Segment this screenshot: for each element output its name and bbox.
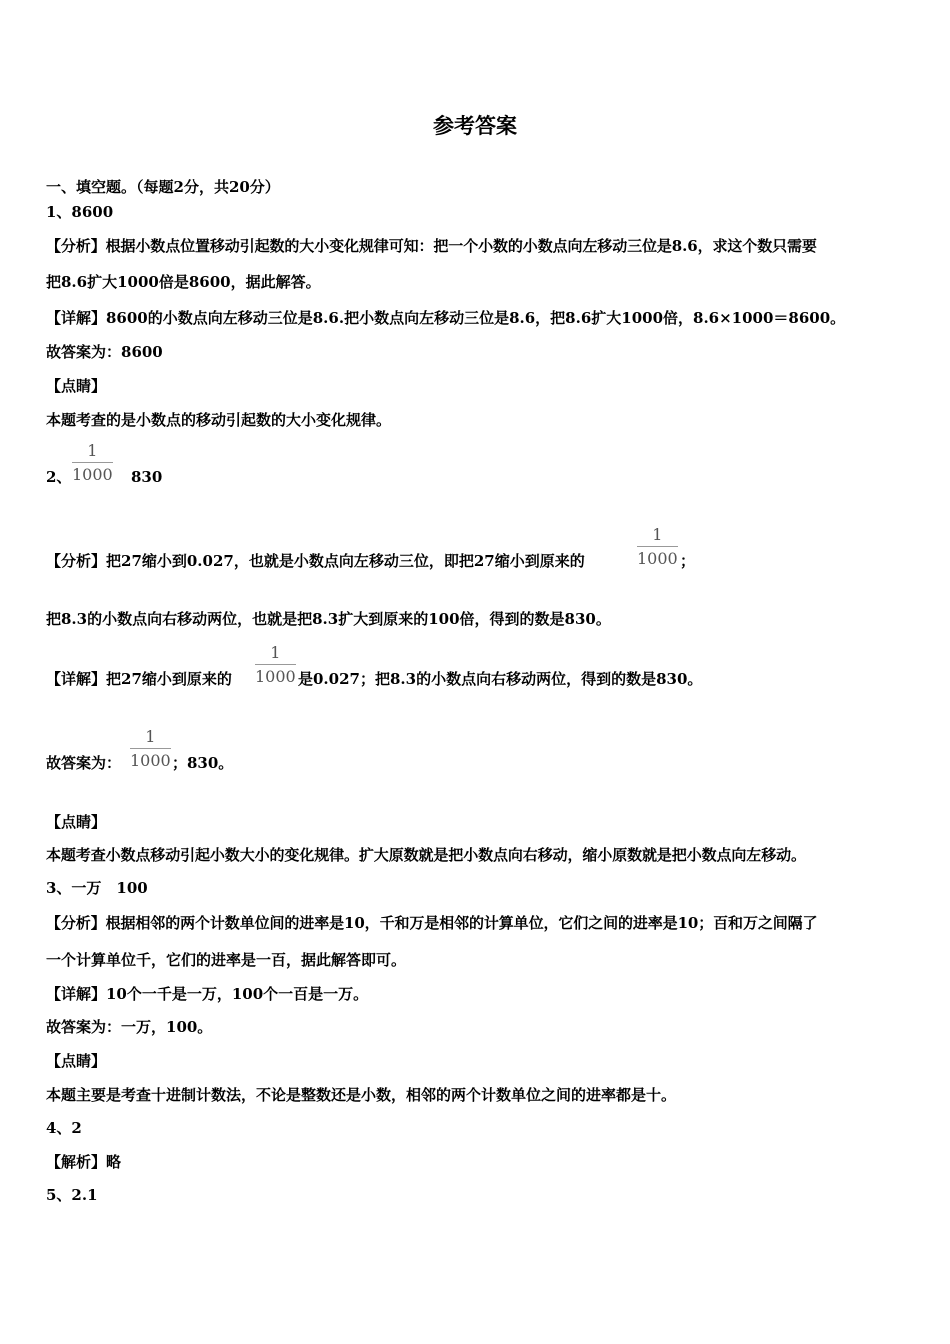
q4-analysis: 【解析】略 [46,1153,122,1171]
q5-label: 5、2.1 [46,1186,98,1204]
q1-comment: 本题考查的是小数点的移动引起数的大小变化规律。 [46,411,392,429]
q3-analysis-line2: 一个计算单位千，它们的进率是一百，据此解答即可。 [46,951,407,969]
fraction-numerator: 1 [72,442,113,463]
q1-analysis-line1: 【分析】根据小数点位置移动引起数的大小变化规律可知：把一个小数的小数点向左移动三位是8.6，求这个数只需要 [46,237,817,255]
q3-comment-title: 【点睛】 [46,1052,107,1070]
q2-answer-end: ；830。 [172,754,234,772]
fraction-numerator: 1 [255,644,296,665]
q1-detail: 【详解】8600的小数点向左移动三位是8.6.把小数点向左移动三位是8.6，把8.6扩大1000倍，8.6×1000＝8600。 [46,309,846,327]
q1-analysis-line2: 把8.6扩大1000倍是8600，据此解答。 [46,273,321,291]
q2-analysis-line1: 【分析】把27缩小到0.027，也就是小数点向左移动三位，即把27缩小到原来的 [46,552,585,570]
q2-fraction [72,442,113,484]
q3-label: 3、一万 100 [46,879,148,897]
q2-answer-fraction [130,728,171,770]
q2-value: 830 [131,468,163,486]
fraction-denominator: 1000 [72,465,113,484]
q2-comment-title: 【点睛】 [46,813,107,831]
q1-answer: 故答案为：8600 [46,343,163,361]
q2-analysis-end: ； [680,552,696,570]
fraction-denominator: 1000 [637,549,678,568]
q2-detail-end: 是0.027；把8.3的小数点向右移动两位，得到的数是830。 [298,670,703,688]
q3-comment: 本题主要是考查十进制计数法，不论是整数还是小数，相邻的两个计数单位之间的进率都是十。 [46,1086,677,1104]
q2-label: 2、 [46,468,72,486]
q2-detail-fraction [255,644,296,686]
q4-label: 4、2 [46,1119,82,1137]
q3-detail: 【详解】10个一千是一万，100个一百是一万。 [46,985,369,1003]
q2-analysis-line2: 把8.3的小数点向右移动两位，也就是把8.3扩大到原来的100倍，得到的数是830。 [46,610,611,628]
q1-label: 1、8600 [46,203,114,221]
section-heading: 一、填空题。（每题2分，共20分） [46,178,280,196]
q2-detail-start: 【详解】把27缩小到原来的 [46,670,232,688]
fraction-numerator: 1 [637,526,678,547]
q3-analysis-line1: 【分析】根据相邻的两个计数单位间的进率是10，千和万是相邻的计算单位，它们之间的进率是10；百和万之间隔了 [46,914,818,932]
q2-comment: 本题考查小数点移动引起小数大小的变化规律。扩大原数就是把小数点向右移动，缩小原数就是把小数点向左移动。 [46,846,806,864]
fraction-denominator: 1000 [130,751,171,770]
q3-answer: 故答案为：一万，100。 [46,1018,213,1036]
q2-answer-start: 故答案为： [46,754,122,772]
q1-comment-title: 【点睛】 [46,377,107,395]
page-title: 参考答案 [433,113,517,138]
q2-analysis-fraction [637,526,678,568]
fraction-denominator: 1000 [255,667,296,686]
fraction-numerator: 1 [130,728,171,749]
